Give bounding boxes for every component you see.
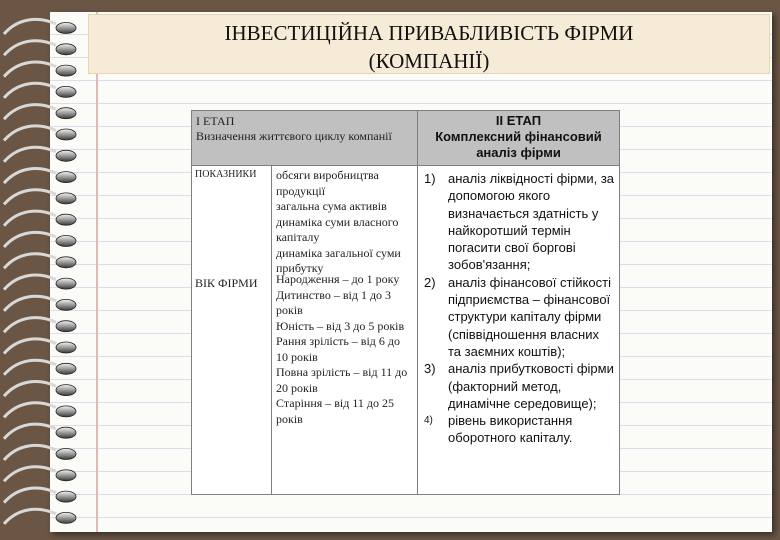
spiral-ring: [56, 150, 76, 161]
list-item: [424, 274, 615, 360]
analysis-text: аналіз фінансової стійкості підприємства – фінансової структури капіталу фірми (співвідношення власних та заємних коштів);: [448, 274, 611, 359]
spiral-wire: [4, 509, 56, 524]
spiral-wire: [4, 147, 56, 162]
list-item: Народження – до 1 року: [276, 272, 400, 286]
list-item: Юність – від 3 до 5 років: [276, 318, 405, 333]
list-item: динаміка загальної суми прибутку: [276, 245, 401, 275]
analysis-text: аналіз прибутковості фірми (факторний метод, динамічне середовище);: [448, 361, 614, 411]
analysis-text: аналіз ліквідності фірми, за допомогою якого визначається здатність у найкоротший термін погасити свої боргові зобов'язання;: [448, 171, 615, 273]
spiral-wire: [4, 488, 56, 503]
firm-age-label: ВІК ФІРМИ: [195, 276, 258, 290]
spiral-rings-icon: [0, 14, 80, 534]
spiral-wire: [4, 382, 56, 397]
spiral-ring: [56, 321, 76, 332]
spiral-ring: [56, 449, 76, 460]
spiral-wire: [4, 424, 56, 439]
spiral-wire: [4, 19, 56, 34]
spiral-ring: [56, 512, 76, 523]
spiral-ring: [56, 44, 76, 55]
spiral-ring: [56, 236, 76, 247]
indicators-label: ПОКАЗНИКИ: [195, 169, 257, 180]
spiral-ring: [56, 406, 76, 417]
spiral-ring: [56, 427, 76, 438]
list-item: динаміка суми власного капіталу: [276, 214, 399, 244]
spiral-ring: [56, 299, 76, 310]
analysis-number: 1): [424, 171, 436, 186]
spiral-ring: [56, 129, 76, 140]
analysis-text: рівень використання оборотного капіталу.: [448, 413, 573, 446]
spiral-ring: [56, 214, 76, 225]
page-title-line-2: (КОМПАНІЇ): [368, 49, 490, 73]
spiral-wire: [4, 403, 56, 418]
list-item: [424, 170, 615, 274]
spiral-wire: [4, 169, 56, 184]
list-item: [424, 412, 615, 447]
spiral-wire: [4, 83, 56, 98]
stage-1-header: [192, 111, 418, 166]
list-item: [424, 360, 615, 412]
spiral-ring: [56, 491, 76, 502]
spiral-ring: [56, 86, 76, 97]
spiral-wire: [4, 211, 56, 226]
stage-2-text: Комплексний фінансовий аналіз фірми: [435, 129, 602, 160]
table-header-row: [192, 111, 620, 166]
left-labels-column: [192, 166, 272, 495]
spiral-binding: [0, 14, 80, 534]
list-item: Повна зрілість – від 11 до 20 років: [276, 365, 408, 395]
firm-age-list: [272, 270, 417, 494]
spiral-wire: [4, 62, 56, 77]
spiral-wire: [4, 467, 56, 482]
list-item: Старіння – від 11 до 25 років: [276, 396, 395, 426]
spiral-ring: [56, 172, 76, 183]
list-item: обсяги виробництва продукції: [276, 168, 379, 198]
analysis-number: 2): [424, 274, 436, 290]
spiral-ring: [56, 23, 76, 34]
spiral-wire: [4, 318, 56, 333]
analysis-column: [418, 166, 620, 495]
list-item: Рання зрілість – від 6 до 10 років: [276, 334, 401, 364]
spiral-ring: [56, 278, 76, 289]
spiral-ring: [56, 342, 76, 353]
analysis-stages-table: [191, 110, 620, 495]
spiral-ring: [56, 193, 76, 204]
list-item: загальна сума активів: [276, 199, 387, 213]
stage-1-text: Визначення життєвого циклу компанії: [196, 129, 392, 143]
spiral-wire: [4, 339, 56, 354]
spiral-ring: [56, 65, 76, 76]
spiral-wire: [4, 296, 56, 311]
spiral-wire: [4, 41, 56, 56]
spiral-wire: [4, 190, 56, 205]
spiral-wire: [4, 232, 56, 247]
table-body-row: [192, 166, 620, 495]
title-banner: [88, 14, 770, 74]
middle-column: [272, 166, 418, 495]
analysis-number: 3): [424, 361, 436, 377]
list-item: Дитинство – від 1 до 3 років: [276, 287, 392, 317]
stage-2-header: [418, 111, 620, 166]
spiral-ring: [56, 470, 76, 481]
stage-2-label: ІІ ЕТАП: [495, 113, 542, 128]
stage-1-label: І ЕТАП: [196, 114, 235, 128]
spiral-wire: [4, 105, 56, 120]
page-title-line-1: ІНВЕСТИЦІЙНА ПРИВАБЛИВІСТЬ ФІРМИ: [224, 21, 634, 45]
spiral-wire: [4, 126, 56, 141]
spiral-wire: [4, 254, 56, 269]
indicators-list: [272, 166, 417, 275]
spiral-ring: [56, 257, 76, 268]
spiral-wire: [4, 360, 56, 375]
spiral-ring: [56, 385, 76, 396]
spiral-wire: [4, 275, 56, 290]
spiral-wire: [4, 445, 56, 460]
spiral-ring: [56, 108, 76, 119]
spiral-ring: [56, 363, 76, 374]
analysis-number: 4): [424, 415, 433, 427]
